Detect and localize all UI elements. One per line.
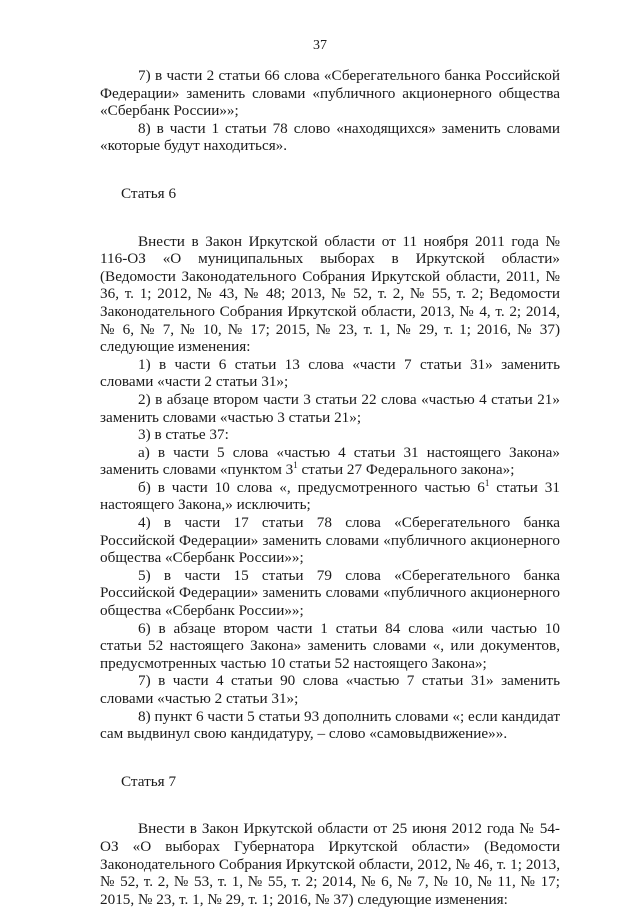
document-body — [100, 67, 560, 908]
superscript: 1 — [484, 477, 490, 488]
article-6-item-5: 5) в части 15 статьи 79 слова «Сберегательного банка Российской Федерации» заменить словами «публичного акционерного общества «Сбербанк России»»; — [100, 566, 560, 620]
article-6-item-2: 2) в абзаце втором части 3 статьи 22 слова «частью 4 статьи 21» заменить словами «частью 3 статьи 21»; — [100, 390, 560, 426]
item-3b-text-end: статьи 31 настоящего Закона,» исключить; — [100, 478, 560, 514]
item-3b-text: б) в части 10 слова «, предусмотренного частью 6 — [138, 478, 485, 496]
article-7-heading: Статья 7 — [121, 772, 177, 790]
article-6-item-3: 3) в статье 37: — [138, 426, 229, 444]
article-6-item-1: 1) в части 6 статьи 13 слова «части 7 статьи 31» заменить словами «части 2 статьи 31»; — [100, 355, 560, 391]
page-number: 37 — [313, 38, 327, 53]
article-6-intro: Внести в Закон Иркутской области от 11 ноября 2011 года № 116-ОЗ «О муниципальных выборах в Иркутской области» (Ведомости Законодательного Собрания Иркутской области, 2011, № 36, т. 1; 2012, № 43, № 48; 2013, № 52, т. 2, № 55, т. 2; Ведомости Законодательного Собрания Иркутской области, 2013, № 4, т. 2; 2014, № 6, № 7, № 10, № 17; 2015, № 23, т. 1, № 29, т. 1; 2016, № 37) следующие изменения: — [100, 232, 560, 356]
superscript: 1 — [293, 460, 298, 471]
item-3a-text-end: статьи 27 Федерального закона»; — [297, 461, 515, 479]
article-6-item-8: 8) пункт 6 части 5 статьи 93 дополнить словами «; если кандидат сам выдвинул свою кандидатуру, – слово «самовыдвижение»». — [100, 707, 560, 743]
article-6-item-6: 6) в абзаце втором части 1 статьи 84 слова «или частью 10 статьи 52 настоящего Закона» заменить словами «, или документов, предусмотренных частью 10 статьи 52 настоящего Закона»; — [100, 619, 560, 672]
article-6-heading: Статья 6 — [121, 184, 177, 202]
article-6-item-4: 4) в части 17 статьи 78 слова «Сберегательного банка Российской Федерации» заменить словами «публичного акционерного общества «Сбербанк России»»; — [100, 514, 560, 567]
paragraph-item7-art5: 7) в части 2 статьи 66 слова «Сберегательного банка Российской Федерации» заменить словами «публичного акционерного общества «Сбербанк России»»; — [100, 67, 560, 120]
article-6-item-3a — [100, 444, 560, 479]
paragraph-item8-art5: 8) в части 1 статьи 78 слово «находящихся» заменить словами «которые будут находиться». — [100, 119, 560, 155]
item-3a-text: а) в части 5 слова «частью 4 статьи 31 настоящего Закона» заменить словами «пунктом 3 — [100, 443, 560, 479]
article-6-item-7: 7) в части 4 статьи 90 слова «частью 7 статьи 31» заменить словами «частью 2 статьи 31»; — [100, 672, 560, 707]
article-7-intro: Внести в Закон Иркутской области от 25 июня 2012 года № 54-ОЗ «О выборах Губернатора Иркутской области» (Ведомости Законодательного Собрания Иркутской области, 2012, № 46, т. 1; 2013, № 52, т. 2, № 53, т. 1, № 55, т. 2; 2014, № 6, № 7, № 10, № 11, № 17; 2015, № 23, т. 1, № 29, т. 1; 2016, № 37) следующие изменения: — [100, 820, 560, 908]
article-6-item-3b — [100, 479, 560, 514]
